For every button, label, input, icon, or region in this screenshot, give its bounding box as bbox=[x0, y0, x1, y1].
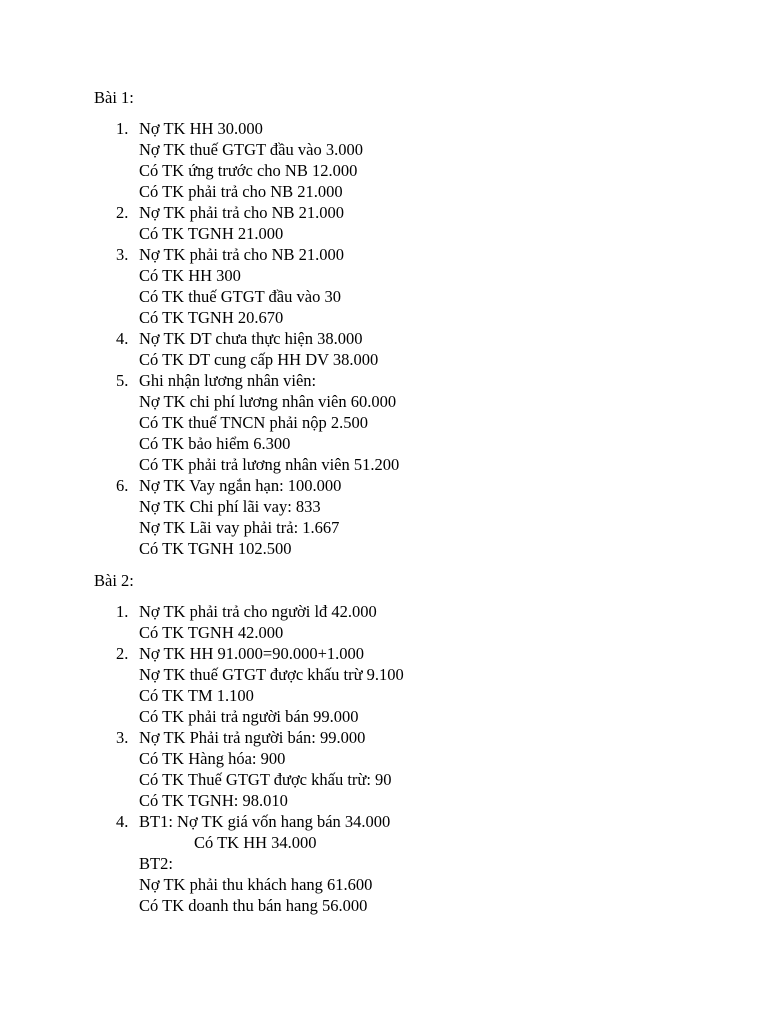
entry-line: Có TK DT cung cấp HH DV 38.000 bbox=[139, 350, 379, 369]
item-number: 2. bbox=[116, 203, 129, 222]
list-item bbox=[0, 727, 404, 811]
entry-line: Nợ TK DT chưa thực hiện 38.000 bbox=[139, 329, 363, 348]
entry-line: Có TK bảo hiểm 6.300 bbox=[139, 434, 291, 453]
list-item bbox=[0, 118, 399, 202]
entry-line: Có TK TGNH 102.500 bbox=[139, 539, 292, 558]
entry-line: Có TK TGNH: 98.010 bbox=[139, 791, 288, 810]
entry-line: Nợ TK phải trả cho NB 21.000 bbox=[139, 245, 345, 264]
list-item bbox=[0, 202, 399, 244]
entry-line: Có TK TM 1.100 bbox=[139, 686, 254, 705]
item-number: 3. bbox=[116, 245, 129, 264]
entry-line: Có TK doanh thu bán hang 56.000 bbox=[139, 896, 368, 915]
item-number: 4. bbox=[116, 329, 129, 348]
entry-line: Nợ TK phải thu khách hang 61.600 bbox=[139, 875, 373, 894]
item-number: 3. bbox=[116, 728, 129, 747]
entry-line: Có TK phải trả lương nhân viên 51.200 bbox=[139, 455, 400, 474]
list-item bbox=[0, 244, 399, 328]
entry-line: Nợ TK Lãi vay phải trả: 1.667 bbox=[139, 518, 340, 537]
entry-line: Có TK TGNH 42.000 bbox=[139, 623, 284, 642]
entry-line: Nợ TK phải trả cho người lđ 42.000 bbox=[139, 602, 377, 621]
journal-list-bai-1 bbox=[0, 118, 399, 559]
section-heading-bai-1: Bài 1: bbox=[94, 88, 134, 107]
list-item bbox=[0, 328, 399, 370]
entry-line: Nợ TK thuế GTGT được khấu trừ 9.100 bbox=[139, 665, 404, 684]
entry-line: Nợ TK HH 91.000=90.000+1.000 bbox=[139, 644, 365, 663]
section-heading-bai-2: Bài 2: bbox=[94, 571, 134, 590]
entry-line: Nợ TK Chi phí lãi vay: 833 bbox=[139, 497, 321, 516]
entry-line: Có TK phải trả người bán 99.000 bbox=[139, 707, 359, 726]
entry-line: Có TK TGNH 20.670 bbox=[139, 308, 284, 327]
entry-line: BT2: bbox=[139, 854, 173, 873]
item-number: 4. bbox=[116, 812, 129, 831]
entry-line: Có TK phải trả cho NB 21.000 bbox=[139, 182, 343, 201]
entry-line: Nợ TK thuế GTGT đầu vào 3.000 bbox=[139, 140, 363, 159]
journal-list-bai-2 bbox=[0, 601, 404, 916]
entry-line: Nợ TK chi phí lương nhân viên 60.000 bbox=[139, 392, 397, 411]
list-item bbox=[0, 370, 399, 475]
entry-line: Có TK thuế GTGT đầu vào 30 bbox=[139, 287, 341, 306]
entry-line: Có TK ứng trước cho NB 12.000 bbox=[139, 161, 358, 180]
entry-line-indented: Có TK HH 34.000 bbox=[194, 833, 317, 852]
entry-line: Có TK Hàng hóa: 900 bbox=[139, 749, 286, 768]
list-item bbox=[0, 643, 404, 727]
item-number: 2. bbox=[116, 644, 129, 663]
list-item bbox=[0, 601, 404, 643]
item-number: 1. bbox=[116, 119, 129, 138]
entry-line: Có TK thuế TNCN phải nộp 2.500 bbox=[139, 413, 369, 432]
entry-line: Nợ TK Phải trả người bán: 99.000 bbox=[139, 728, 366, 747]
list-item bbox=[0, 475, 399, 559]
entry-line: Nợ TK HH 30.000 bbox=[139, 119, 263, 138]
entry-line: Có TK HH 300 bbox=[139, 266, 241, 285]
entry-line: Có TK Thuế GTGT được khấu trừ: 90 bbox=[139, 770, 392, 789]
item-number: 5. bbox=[116, 371, 129, 390]
entry-line: Ghi nhận lương nhân viên: bbox=[139, 371, 317, 390]
entry-line: Có TK TGNH 21.000 bbox=[139, 224, 284, 243]
entry-line: Nợ TK Vay ngắn hạn: 100.000 bbox=[139, 476, 342, 495]
item-number: 6. bbox=[116, 476, 129, 495]
entry-line: Nợ TK phải trả cho NB 21.000 bbox=[139, 203, 345, 222]
item-number: 1. bbox=[116, 602, 129, 621]
entry-line: BT1: Nợ TK giá vốn hang bán 34.000 bbox=[139, 812, 391, 831]
list-item bbox=[0, 811, 404, 916]
